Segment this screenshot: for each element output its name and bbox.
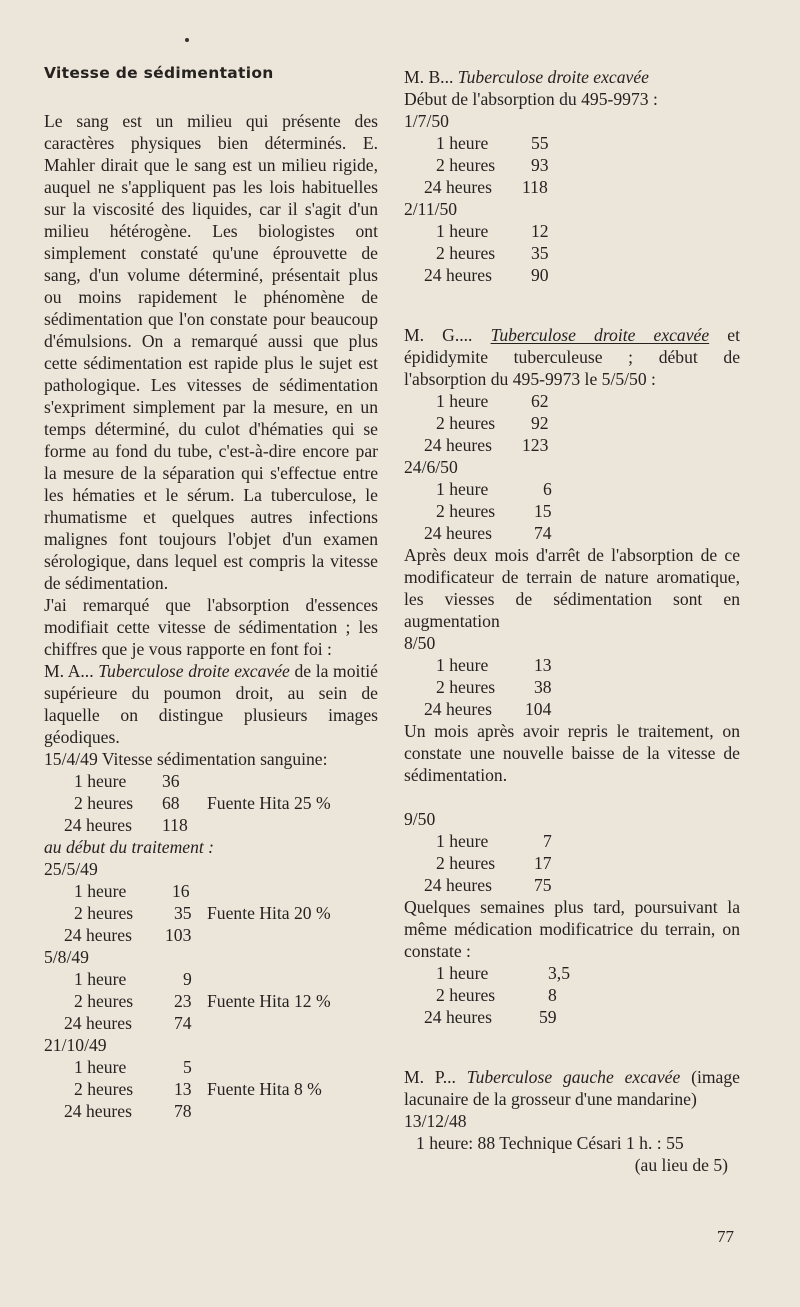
text-run: M. P... xyxy=(404,1067,456,1087)
result-cell: 2 heures xyxy=(74,991,134,1011)
result-cell: 55 xyxy=(531,133,549,153)
result-cell: 1 heure xyxy=(436,391,489,411)
result-row xyxy=(404,984,740,1006)
case-b-start: Début de l'absorption du 495-9973 : xyxy=(404,89,658,109)
text-run: M. A... xyxy=(44,661,94,681)
treatment-note: au début du traitement : xyxy=(44,837,215,857)
result-cell: 68 xyxy=(162,793,180,813)
result-cell: 1 heure xyxy=(436,479,489,499)
result-cell: 92 xyxy=(531,413,549,433)
result-cell: 2 heures xyxy=(74,903,134,923)
result-row xyxy=(404,962,740,984)
result-row xyxy=(404,852,740,874)
result-cell: Fuente Hita 12 % xyxy=(207,991,331,1011)
left-column xyxy=(44,62,378,1122)
results-block xyxy=(404,198,740,286)
result-cell: 2 heures xyxy=(436,501,496,521)
result-cell: Fuente Hita 25 % xyxy=(207,793,331,813)
result-cell: 24 heures xyxy=(64,1101,132,1121)
result-row xyxy=(44,990,378,1012)
text-run: (image lacunaire de la grosseur d'une mandarine) xyxy=(404,1067,740,1109)
result-cell: 2 heures xyxy=(74,793,134,813)
case-p-result: 1 heure: 88 Technique Césari 1 h. : 55 xyxy=(416,1133,684,1153)
result-cell: 24 heures xyxy=(424,523,492,543)
result-cell: 24 heures xyxy=(64,815,132,835)
result-cell: 2 heures xyxy=(436,155,496,175)
result-date: 8/50 xyxy=(404,633,436,653)
result-cell: 13 xyxy=(174,1079,192,1099)
paragraph-interruption: Après deux mois d'arrêt de l'absorption de ce modificateur de terrain de nature aromatique, les viesses de sédimentation sont en augmentation xyxy=(404,545,740,631)
case-a-description xyxy=(44,660,378,748)
result-cell: 3,5 xyxy=(548,963,570,983)
result-date: 1/7/50 xyxy=(404,111,449,131)
result-cell: Fuente Hita 8 % xyxy=(207,1079,322,1099)
result-cell: 2 heures xyxy=(436,243,496,263)
text-run: Tuberculose gauche excavée xyxy=(466,1067,681,1087)
result-cell: 2 heures xyxy=(74,1079,134,1099)
case-p-date: 13/12/48 xyxy=(404,1111,467,1131)
paragraph-intro: Le sang est un milieu qui présente des caractères physiques bien déterminés. E. Mahler dirait que le sang est un milieu rigide, auquel ne s'appliquent pas les lois habituelles sur la viscosité des liquides, car il s'agit d'un milieu hétérogène. Les biologistes ont simplement constaté qu'une éprouvette de sang, d'un volume déterminé, présentait plus ou moins rapidement le phénomène de sédimentation que l'on constate pour beaucoup d'émulsions. On a remarqué aussi que plus cette sédimentation est rapide plus le sujet est pathologique. Les vitesses de sédimentation s'expriment simplement par la mesure, en un temps déterminé, du culot d'hématies qui se forme au fond du tube, c'est-à-dire encore par la mesure de la séparation qui s'effectue entre les hématies et le sérum. La tuberculose, le rhumatisme et quelques autres infections malignes font toujours l'objet d'un examen sérologique, dans lequel est compris la vitesse de sédimentation. xyxy=(44,111,378,593)
result-date: 2/11/50 xyxy=(404,199,458,219)
result-cell: 1 heure xyxy=(436,133,489,153)
result-cell: 38 xyxy=(534,677,552,697)
result-cell: 123 xyxy=(522,435,549,455)
result-cell: 75 xyxy=(534,875,552,895)
result-cell: 1 heure xyxy=(436,655,489,675)
result-cell: 7 xyxy=(543,831,552,851)
result-cell: 2 heures xyxy=(436,677,496,697)
result-cell: 5 xyxy=(183,1057,192,1077)
paragraph-weeks-later: Quelques semaines plus tard, poursuivant la même médication modificatrice du terrain, on constate : xyxy=(404,897,740,961)
result-cell: 17 xyxy=(534,853,552,873)
result-row xyxy=(44,1012,378,1034)
result-cell: 24 heures xyxy=(424,875,492,895)
result-row xyxy=(404,1006,740,1028)
result-row xyxy=(44,1056,378,1078)
result-row xyxy=(404,522,740,544)
result-cell: 24 heures xyxy=(64,1013,132,1033)
paragraph-observation: J'ai remarqué que l'absorption d'essences modifiait cette vitesse de sédimentation ; les chiffres que je vous rapporte en font foi : xyxy=(44,595,378,659)
result-row xyxy=(404,132,740,154)
result-cell: 78 xyxy=(174,1101,192,1121)
paragraph-resumed: Un mois après avoir repris le traitement, on constate une nouvelle baisse de la vitesse de sédimentation. xyxy=(404,721,740,785)
result-cell: 24 heures xyxy=(424,265,492,285)
result-cell: 1 heure xyxy=(436,831,489,851)
result-cell: 1 heure xyxy=(436,963,489,983)
result-cell: 1 heure xyxy=(74,771,127,791)
result-cell: 24 heures xyxy=(424,177,492,197)
text-run: Tuberculose droite excavée xyxy=(490,325,710,345)
result-cell: 104 xyxy=(525,699,552,719)
results-block xyxy=(404,632,740,720)
text-run: de la moitié supérieure du poumon droit, au sein de laquelle on distingue plusieurs images géodiques. xyxy=(44,661,378,747)
result-row xyxy=(44,880,378,902)
result-row xyxy=(404,654,740,676)
result-cell: 2 heures xyxy=(436,413,496,433)
results-block xyxy=(44,946,378,1034)
result-cell: 93 xyxy=(531,155,549,175)
ink-dot xyxy=(185,38,189,42)
result-cell: 1 heure xyxy=(74,881,127,901)
result-row xyxy=(404,242,740,264)
result-row xyxy=(44,924,378,946)
result-cell: 13 xyxy=(534,655,552,675)
result-row xyxy=(404,698,740,720)
results-block xyxy=(404,808,740,896)
result-cell: 24 heures xyxy=(424,1007,492,1027)
case-g-description xyxy=(404,324,740,390)
results-block xyxy=(404,962,740,1028)
result-date: 5/8/49 xyxy=(44,947,89,967)
result-cell: 24 heures xyxy=(424,435,492,455)
result-cell: 23 xyxy=(174,991,192,1011)
result-row xyxy=(404,500,740,522)
result-cell: 9 xyxy=(183,969,192,989)
result-cell: Fuente Hita 20 % xyxy=(207,903,331,923)
result-cell: 24 heures xyxy=(64,925,132,945)
result-cell: 62 xyxy=(531,391,549,411)
result-cell: 118 xyxy=(162,815,188,835)
result-row xyxy=(44,1100,378,1122)
result-row xyxy=(404,874,740,896)
result-row xyxy=(404,220,740,242)
result-cell: 1 heure xyxy=(436,221,489,241)
result-date: 21/10/49 xyxy=(44,1035,107,1055)
result-row xyxy=(404,390,740,412)
case-p-note: (au lieu de 5) xyxy=(634,1155,728,1175)
result-row xyxy=(404,154,740,176)
result-row xyxy=(404,676,740,698)
result-cell: 1 heure xyxy=(74,969,127,989)
result-row xyxy=(44,792,378,814)
result-cell: 2 heures xyxy=(436,985,496,1005)
result-row xyxy=(404,264,740,286)
text-run: Tuberculose droite excavée xyxy=(98,661,290,681)
result-cell: 35 xyxy=(174,903,192,923)
result-row xyxy=(44,1078,378,1100)
result-cell: 12 xyxy=(531,221,549,241)
result-cell: 15 xyxy=(534,501,552,521)
results-block xyxy=(44,1034,378,1122)
result-date: 9/50 xyxy=(404,809,436,829)
result-cell: 1 heure xyxy=(74,1057,127,1077)
result-row xyxy=(44,770,378,792)
result-row xyxy=(404,412,740,434)
results-block xyxy=(404,110,740,198)
result-cell: 90 xyxy=(531,265,549,285)
result-cell: 36 xyxy=(162,771,180,791)
result-cell: 74 xyxy=(534,523,552,543)
results-block xyxy=(44,770,378,836)
result-cell: 35 xyxy=(531,243,549,263)
result-row xyxy=(44,902,378,924)
case-b-title: M. B... Tuberculose droite excavée xyxy=(404,67,649,87)
right-column xyxy=(404,66,740,1176)
case-p-description xyxy=(404,1066,740,1110)
text-run: et épididymite tuberculeuse ; début de l'absorption du 495-9973 le 5/5/50 : xyxy=(404,325,740,389)
result-row xyxy=(44,968,378,990)
result-date: 24/6/50 xyxy=(404,457,458,477)
result-cell: 16 xyxy=(172,881,190,901)
result-cell: 74 xyxy=(174,1013,192,1033)
result-cell: 6 xyxy=(543,479,552,499)
result-cell: 2 heures xyxy=(436,853,496,873)
section-title: Vitesse de sédimentation xyxy=(44,64,274,82)
result-row xyxy=(404,478,740,500)
text-run: M. G.... xyxy=(404,325,473,345)
result-cell: 103 xyxy=(165,925,192,945)
case-a-first-date: 15/4/49 Vitesse sédimentation sanguine: xyxy=(44,749,328,769)
results-block xyxy=(44,858,378,946)
result-row xyxy=(404,176,740,198)
results-block xyxy=(404,456,740,544)
result-cell: 59 xyxy=(539,1007,557,1027)
result-cell: 24 heures xyxy=(424,699,492,719)
result-row xyxy=(44,814,378,836)
result-cell: 8 xyxy=(548,985,557,1005)
result-row xyxy=(404,434,740,456)
results-block xyxy=(404,390,740,456)
result-cell: 118 xyxy=(522,177,548,197)
result-row xyxy=(404,830,740,852)
result-date: 25/5/49 xyxy=(44,859,98,879)
page-number: 77 xyxy=(717,1227,734,1246)
